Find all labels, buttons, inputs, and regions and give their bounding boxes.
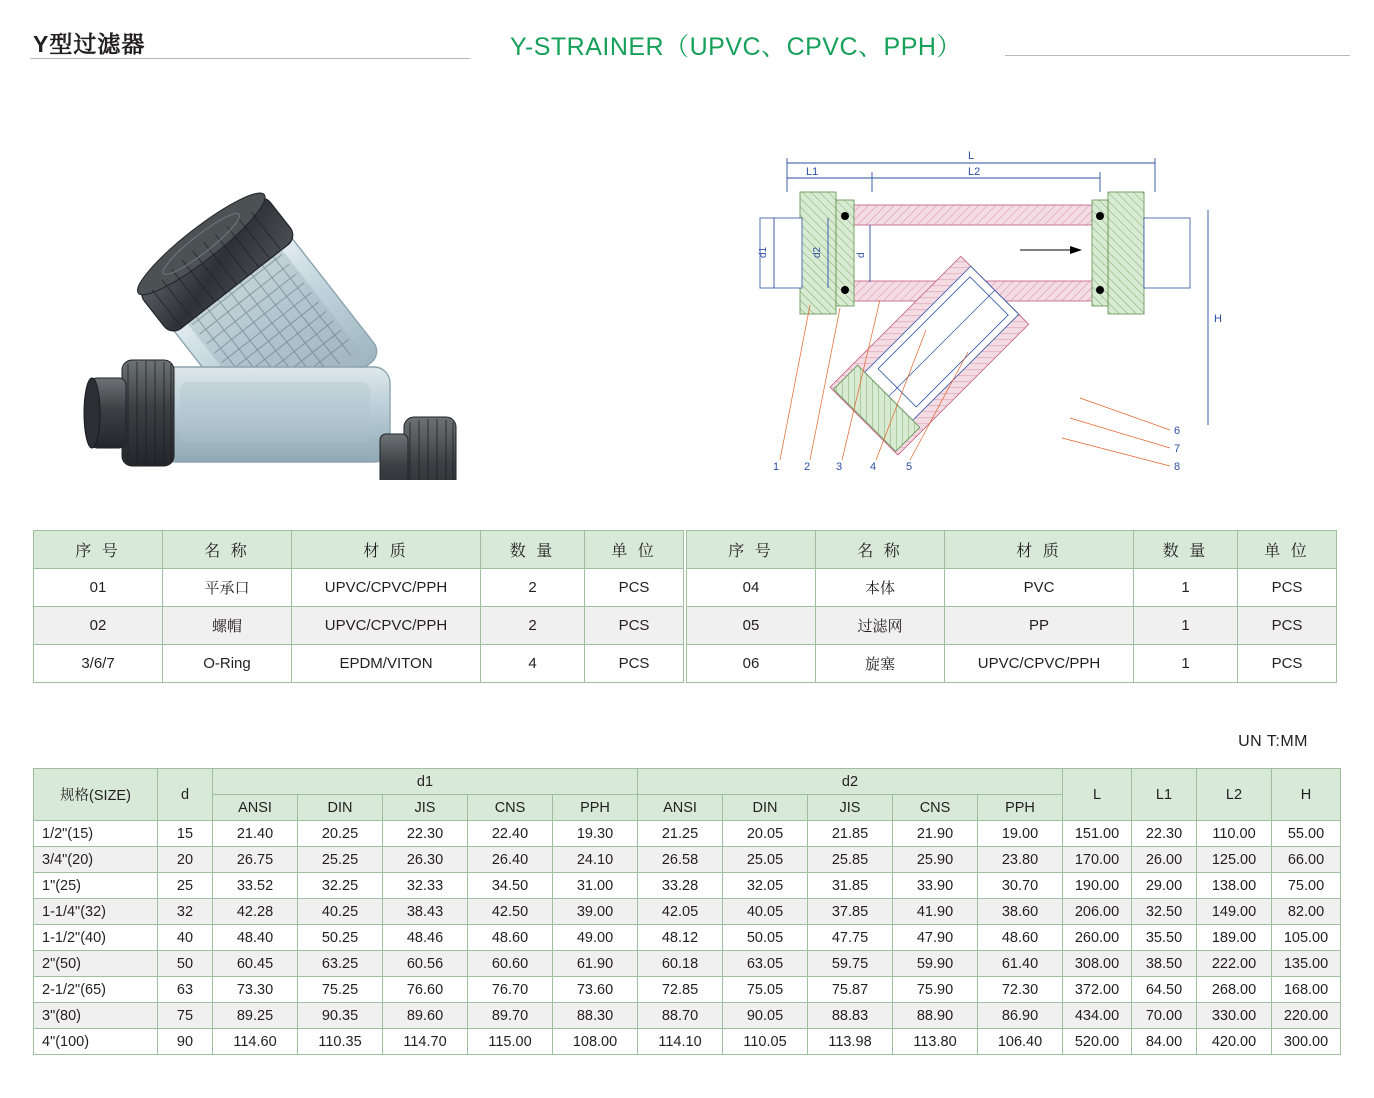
cell-H: 220.00 [1272,1003,1341,1029]
cell-L1: 26.00 [1132,847,1197,873]
col-header-d2-jis: JIS [808,795,893,821]
page-title-en: Y-STRAINER（UPVC、CPVC、PPH） [510,33,962,61]
cell-d2-4: 61.40 [978,951,1063,977]
cell-d2-4: 106.40 [978,1029,1063,1055]
cell-d2-0: 114.10 [638,1029,723,1055]
cell-d2-2: 113.98 [808,1029,893,1055]
dim-label-L2: L2 [968,166,981,178]
cell-d2-0: 72.85 [638,977,723,1003]
cell-no: 3/6/7 [34,645,163,683]
technical-drawing [740,130,1360,470]
cell-d2-3: 59.90 [893,951,978,977]
cell-d1-1: 75.25 [298,977,383,1003]
cell-d2-1: 25.05 [723,847,808,873]
cell-d1-0: 21.40 [213,821,298,847]
cell-size: 2-1/2"(65) [34,977,158,1003]
col-header-unit: 单 位 [585,531,684,569]
cell-d2-2: 31.85 [808,873,893,899]
cell-d1-0: 73.30 [213,977,298,1003]
cell-L: 151.00 [1063,821,1132,847]
col-group-header-d1: d1 [213,769,638,795]
col-header-d1-din: DIN [298,795,383,821]
cell-d1-4: 61.90 [553,951,638,977]
cell-qty: 2 [481,569,585,607]
cell-d2-1: 75.05 [723,977,808,1003]
figure-zone [0,70,1374,500]
cell-L: 308.00 [1063,951,1132,977]
cell-L1: 32.50 [1132,899,1197,925]
cell-qty: 1 [1134,645,1238,683]
cell-d2-0: 48.12 [638,925,723,951]
callout-1: 1 [773,461,780,470]
cell-material: PP [945,607,1134,645]
col-header-d1-pph: PPH [553,795,638,821]
table-row [34,925,1341,951]
cell-size: 3"(80) [34,1003,158,1029]
cell-d1-4: 108.00 [553,1029,638,1055]
cell-d1-3: 26.40 [468,847,553,873]
cell-d1-1: 25.25 [298,847,383,873]
cell-d1-3: 89.70 [468,1003,553,1029]
table-row [34,899,1341,925]
table-row [34,1003,1341,1029]
cell-H: 66.00 [1272,847,1341,873]
cell-L1: 38.50 [1132,951,1197,977]
cell-H: 82.00 [1272,899,1341,925]
cell-d1-0: 42.28 [213,899,298,925]
header-divider-right [1005,55,1350,56]
col-header-d2-pph: PPH [978,795,1063,821]
cell-L2: 110.00 [1197,821,1272,847]
product-photo [40,150,470,480]
col-header-material: 材 质 [292,531,481,569]
cell-name: 本体 [816,569,945,607]
col-header-size: 规格(SIZE) [34,769,158,821]
cell-name: 螺帽 [163,607,292,645]
cell-H: 75.00 [1272,873,1341,899]
cell-L1: 22.30 [1132,821,1197,847]
cell-L1: 64.50 [1132,977,1197,1003]
page-header [0,0,1374,66]
cell-d2-3: 41.90 [893,899,978,925]
table-header-row [687,531,1337,569]
cell-d2-0: 21.25 [638,821,723,847]
cell-d2-0: 42.05 [638,899,723,925]
cell-d2-4: 86.90 [978,1003,1063,1029]
cell-L2: 189.00 [1197,925,1272,951]
cell-d1-2: 114.70 [383,1029,468,1055]
col-header-material: 材 质 [945,531,1134,569]
dim-label-d: d [856,252,867,258]
cell-material: UPVC/CPVC/PPH [292,607,481,645]
cell-L2: 149.00 [1197,899,1272,925]
cell-d2-2: 21.85 [808,821,893,847]
cell-d1-0: 26.75 [213,847,298,873]
cell-d2-1: 20.05 [723,821,808,847]
cell-size: 4"(100) [34,1029,158,1055]
cell-d1-0: 33.52 [213,873,298,899]
cell-size: 1"(25) [34,873,158,899]
callout-3: 3 [836,461,843,470]
cell-d: 25 [158,873,213,899]
table-header-row-top [34,769,1341,795]
cell-d1-2: 26.30 [383,847,468,873]
cell-d1-4: 31.00 [553,873,638,899]
cell-L: 260.00 [1063,925,1132,951]
cell-d1-4: 73.60 [553,977,638,1003]
title-divider [30,58,470,59]
cell-qty: 2 [481,607,585,645]
cell-L2: 138.00 [1197,873,1272,899]
cell-d1-0: 48.40 [213,925,298,951]
dim-label-H: H [1214,313,1222,325]
col-header-L2: L2 [1197,769,1272,821]
cell-material: EPDM/VITON [292,645,481,683]
cell-H: 135.00 [1272,951,1341,977]
callout-7: 7 [1174,443,1181,455]
cell-d1-1: 63.25 [298,951,383,977]
cell-d2-0: 60.18 [638,951,723,977]
cell-unit: PCS [1238,607,1337,645]
col-header-d2-din: DIN [723,795,808,821]
table-row [34,977,1341,1003]
cell-qty: 1 [1134,569,1238,607]
cell-d2-1: 32.05 [723,873,808,899]
cell-d2-4: 19.00 [978,821,1063,847]
cell-d: 32 [158,899,213,925]
dimensions-table [33,768,1341,1055]
cell-d2-1: 110.05 [723,1029,808,1055]
col-header-d1-jis: JIS [383,795,468,821]
cell-unit: PCS [585,607,684,645]
cell-d1-4: 88.30 [553,1003,638,1029]
cell-d1-4: 49.00 [553,925,638,951]
cell-L2: 222.00 [1197,951,1272,977]
cell-d2-3: 88.90 [893,1003,978,1029]
cell-d2-3: 47.90 [893,925,978,951]
cell-d1-2: 38.43 [383,899,468,925]
cell-L2: 420.00 [1197,1029,1272,1055]
cell-d: 50 [158,951,213,977]
cell-d1-3: 60.60 [468,951,553,977]
cell-d2-2: 75.87 [808,977,893,1003]
col-header-d2-ansi: ANSI [638,795,723,821]
cell-d1-1: 20.25 [298,821,383,847]
cell-d: 63 [158,977,213,1003]
cell-d1-3: 22.40 [468,821,553,847]
cell-H: 300.00 [1272,1029,1341,1055]
table-row [687,645,1337,683]
table-row [34,951,1341,977]
table-row [687,607,1337,645]
cell-d1-3: 115.00 [468,1029,553,1055]
cell-material: UPVC/CPVC/PPH [945,645,1134,683]
cell-d1-0: 89.25 [213,1003,298,1029]
cell-d2-0: 26.58 [638,847,723,873]
col-header-L: L [1063,769,1132,821]
callout-8: 8 [1174,461,1181,470]
cell-L1: 35.50 [1132,925,1197,951]
col-header-L1: L1 [1132,769,1197,821]
cell-unit: PCS [1238,645,1337,683]
callout-4: 4 [870,461,877,470]
cell-material: PVC [945,569,1134,607]
cell-d2-3: 21.90 [893,821,978,847]
cell-d2-0: 88.70 [638,1003,723,1029]
cell-d1-2: 22.30 [383,821,468,847]
cell-d1-3: 34.50 [468,873,553,899]
col-header-qty: 数 量 [481,531,585,569]
cell-d1-0: 60.45 [213,951,298,977]
dim-label-d1: d1 [758,246,769,258]
col-header-qty: 数 量 [1134,531,1238,569]
cell-d2-1: 63.05 [723,951,808,977]
cell-d2-4: 48.60 [978,925,1063,951]
callout-2: 2 [804,461,811,470]
cell-d2-3: 113.80 [893,1029,978,1055]
cell-d1-2: 76.60 [383,977,468,1003]
col-header-d2-cns: CNS [893,795,978,821]
unit-note: UN T:MM [1238,733,1308,750]
col-header-name: 名 称 [163,531,292,569]
cell-qty: 1 [1134,607,1238,645]
cell-L1: 29.00 [1132,873,1197,899]
cell-d1-1: 110.35 [298,1029,383,1055]
cell-L2: 268.00 [1197,977,1272,1003]
cell-qty: 4 [481,645,585,683]
col-header-name: 名 称 [816,531,945,569]
cell-no: 06 [687,645,816,683]
cell-d2-2: 25.85 [808,847,893,873]
cell-d2-1: 50.05 [723,925,808,951]
cell-L2: 125.00 [1197,847,1272,873]
parts-table-left [33,530,684,683]
cell-name: O-Ring [163,645,292,683]
cell-d1-2: 32.33 [383,873,468,899]
cell-d1-3: 48.60 [468,925,553,951]
col-header-d1-cns: CNS [468,795,553,821]
cell-H: 55.00 [1272,821,1341,847]
cell-d2-4: 38.60 [978,899,1063,925]
cell-d: 40 [158,925,213,951]
cell-L: 434.00 [1063,1003,1132,1029]
cell-L1: 70.00 [1132,1003,1197,1029]
cell-d1-4: 19.30 [553,821,638,847]
dim-label-L: L [968,150,975,162]
col-header-no: 序 号 [687,531,816,569]
cell-size: 1-1/4"(32) [34,899,158,925]
cell-no: 01 [34,569,163,607]
table-row [34,821,1341,847]
table-row [34,569,684,607]
cell-d2-4: 72.30 [978,977,1063,1003]
cell-unit: PCS [1238,569,1337,607]
callout-5: 5 [906,461,913,470]
cell-unit: PCS [585,569,684,607]
cell-d: 75 [158,1003,213,1029]
cell-d2-3: 75.90 [893,977,978,1003]
cell-d: 15 [158,821,213,847]
callout-6: 6 [1174,425,1181,437]
col-header-unit: 单 位 [1238,531,1337,569]
cell-d2-1: 90.05 [723,1003,808,1029]
cell-unit: PCS [585,645,684,683]
cell-size: 1/2"(15) [34,821,158,847]
cell-d: 20 [158,847,213,873]
cell-d2-2: 88.83 [808,1003,893,1029]
col-header-d: d [158,769,213,821]
cell-d1-2: 48.46 [383,925,468,951]
cell-d1-3: 76.70 [468,977,553,1003]
cell-L1: 84.00 [1132,1029,1197,1055]
cell-d1-4: 24.10 [553,847,638,873]
cell-d1-1: 32.25 [298,873,383,899]
cell-H: 168.00 [1272,977,1341,1003]
cell-L: 372.00 [1063,977,1132,1003]
cell-name: 过滤网 [816,607,945,645]
cell-L: 520.00 [1063,1029,1132,1055]
cell-d: 90 [158,1029,213,1055]
cell-size: 1-1/2"(40) [34,925,158,951]
dim-label-d2: d2 [812,246,823,258]
cell-d1-1: 50.25 [298,925,383,951]
cell-name: 旋塞 [816,645,945,683]
table-row [687,569,1337,607]
cell-size: 3/4"(20) [34,847,158,873]
cell-d1-3: 42.50 [468,899,553,925]
cell-d2-0: 33.28 [638,873,723,899]
cell-L: 170.00 [1063,847,1132,873]
cell-d1-4: 39.00 [553,899,638,925]
cell-no: 02 [34,607,163,645]
cell-d1-1: 40.25 [298,899,383,925]
cell-d2-4: 30.70 [978,873,1063,899]
cell-L: 190.00 [1063,873,1132,899]
cell-d1-0: 114.60 [213,1029,298,1055]
cell-d2-2: 37.85 [808,899,893,925]
col-header-H: H [1272,769,1341,821]
cell-d2-2: 47.75 [808,925,893,951]
cell-H: 105.00 [1272,925,1341,951]
cell-no: 04 [687,569,816,607]
parts-table-right [686,530,1337,683]
page-title-cn: Y型过滤器 [33,31,146,57]
cell-no: 05 [687,607,816,645]
table-row [34,873,1341,899]
table-header-row [34,531,684,569]
cell-d2-3: 25.90 [893,847,978,873]
cell-d2-4: 23.80 [978,847,1063,873]
col-header-d1-ansi: ANSI [213,795,298,821]
cell-material: UPVC/CPVC/PPH [292,569,481,607]
cell-d1-1: 90.35 [298,1003,383,1029]
cell-d1-2: 60.56 [383,951,468,977]
cell-d2-3: 33.90 [893,873,978,899]
table-row [34,847,1341,873]
cell-d1-2: 89.60 [383,1003,468,1029]
table-row [34,607,684,645]
cell-d2-1: 40.05 [723,899,808,925]
table-row [34,645,684,683]
cell-d2-2: 59.75 [808,951,893,977]
dim-label-L1: L1 [806,166,819,178]
cell-L2: 330.00 [1197,1003,1272,1029]
cell-name: 平承口 [163,569,292,607]
col-header-no: 序 号 [34,531,163,569]
col-group-header-d2: d2 [638,769,1063,795]
cell-size: 2"(50) [34,951,158,977]
table-row [34,1029,1341,1055]
cell-L: 206.00 [1063,899,1132,925]
